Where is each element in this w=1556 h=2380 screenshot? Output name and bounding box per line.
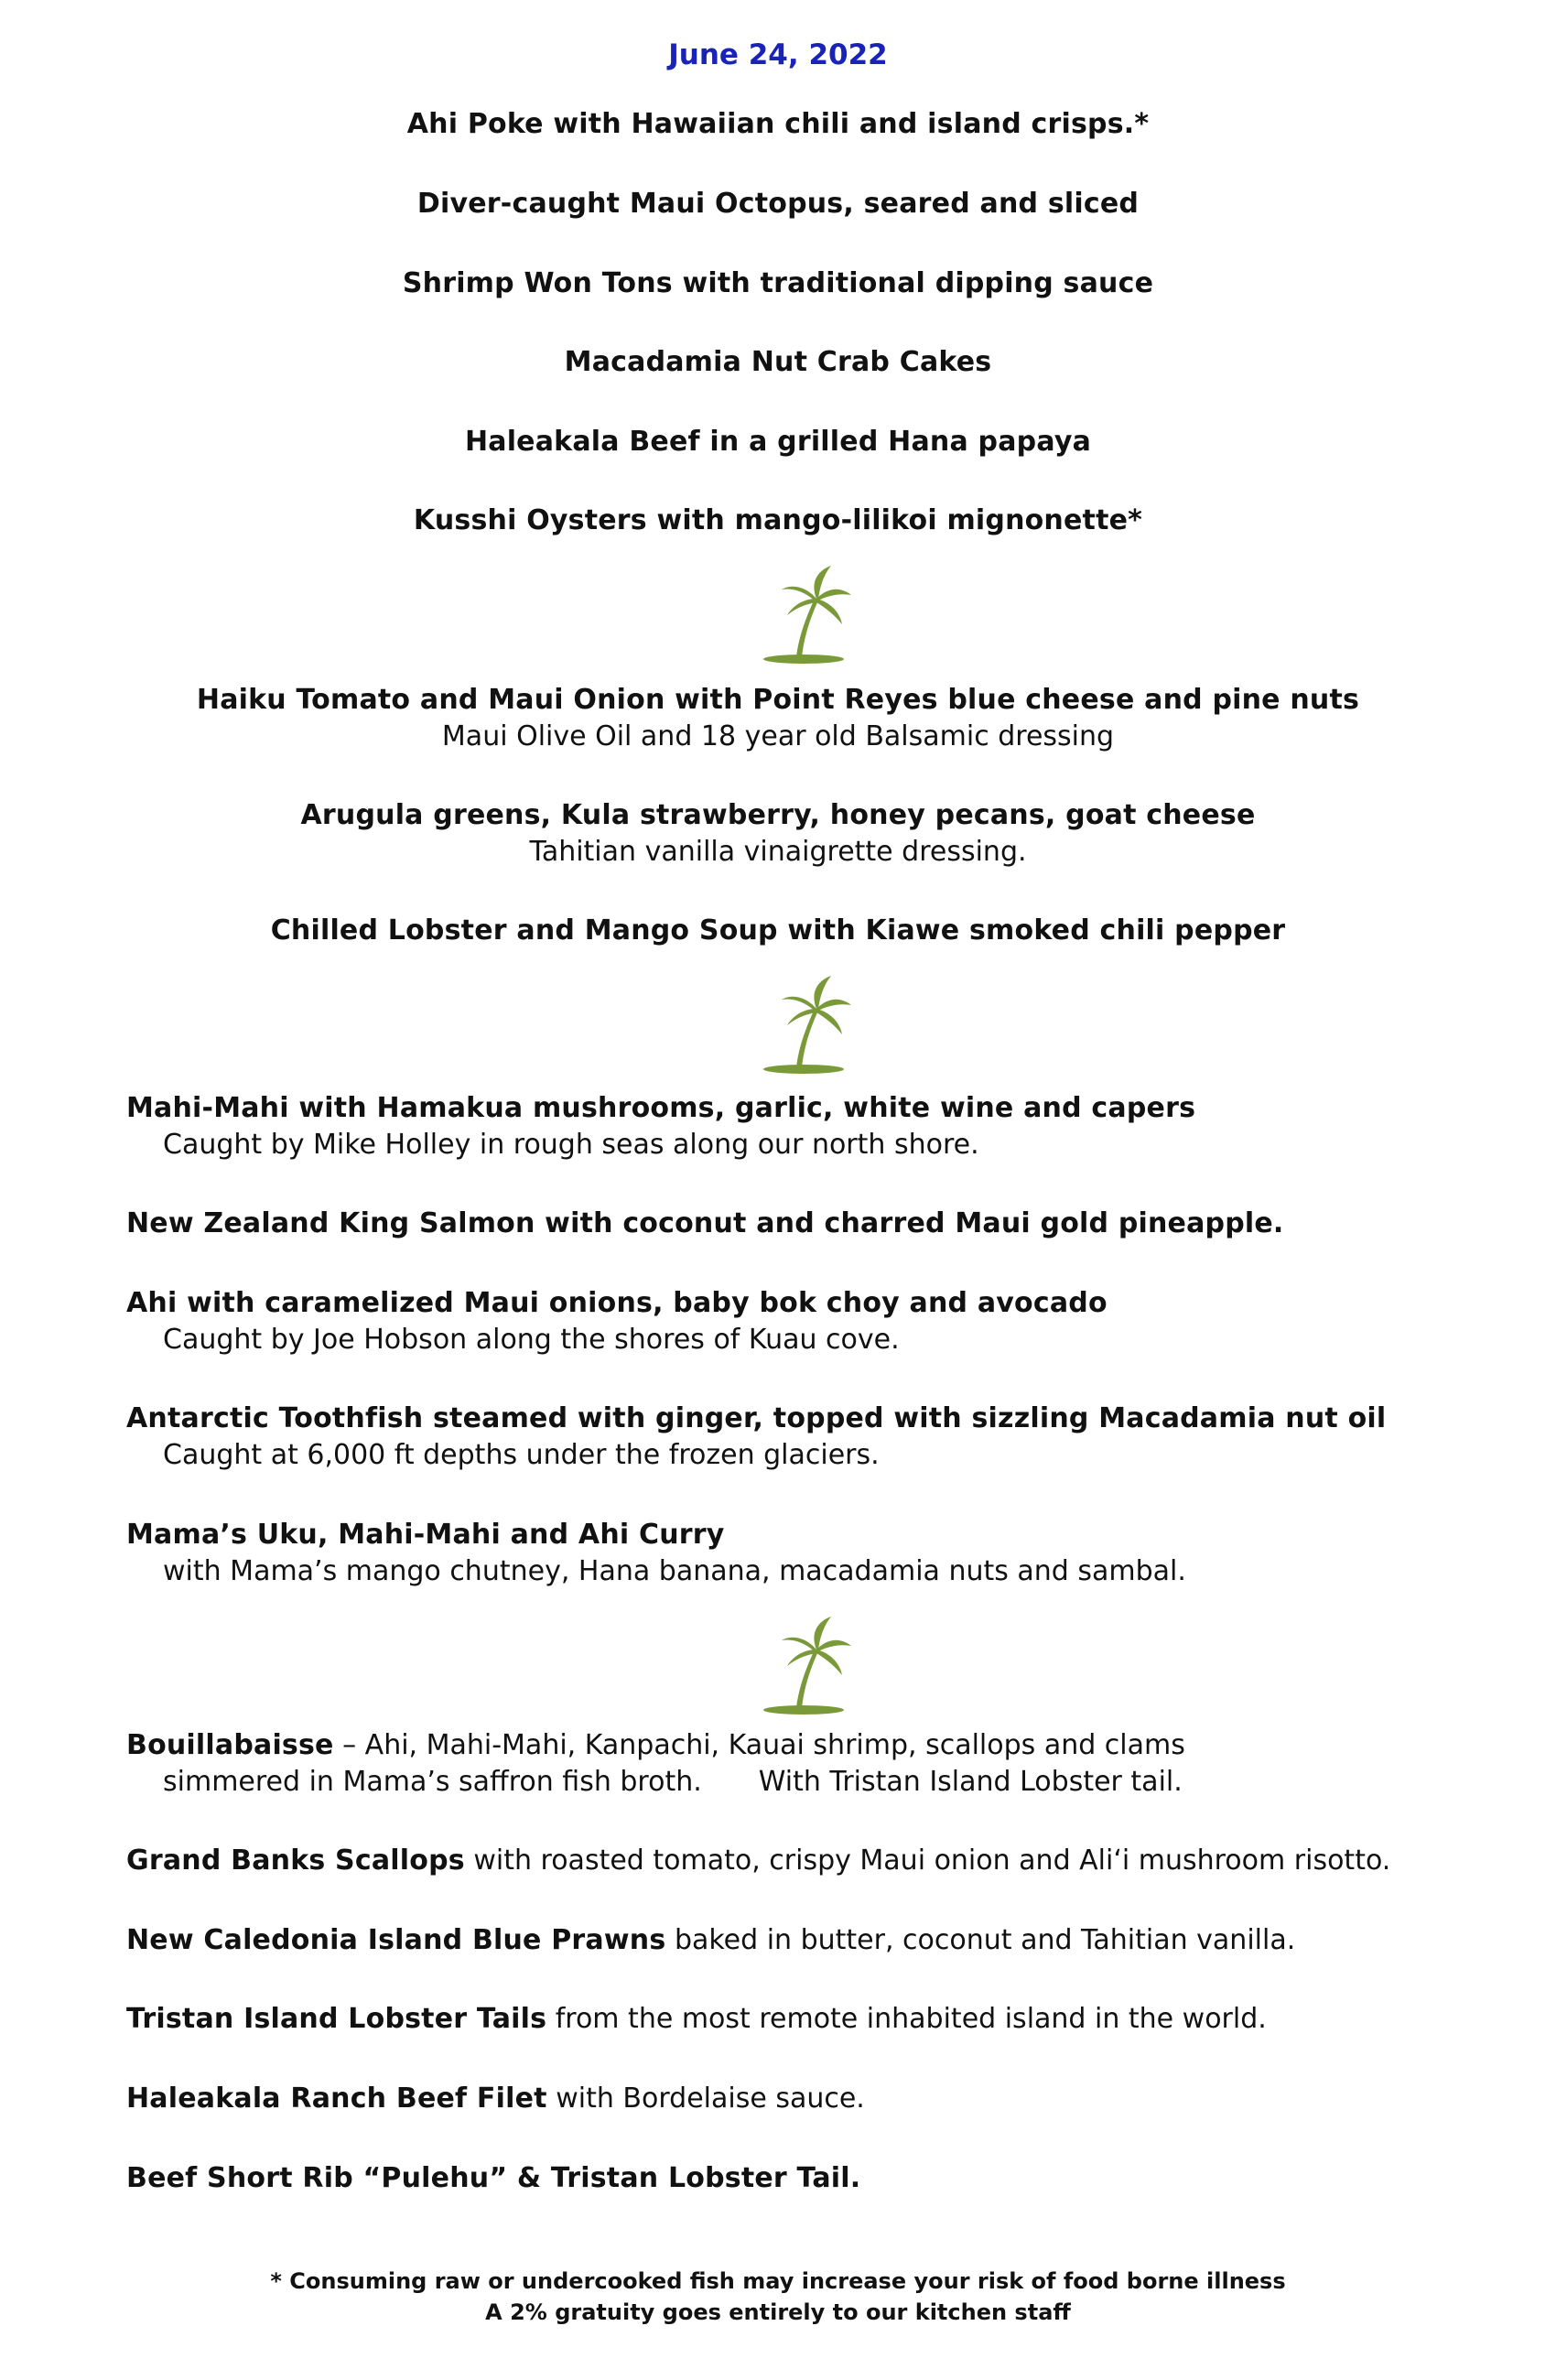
palm-tree-icon	[751, 968, 860, 1078]
entree-name: Beef Short Rib “Pulehu” & Tristan Lobster Tail.	[126, 2162, 861, 2194]
entree-name: New Caledonia Island Blue Prawns	[126, 1924, 666, 1956]
fish-description: Caught by Joe Hobson along the shores of Kuau cove.	[163, 1324, 900, 1356]
fish-title: Mama’s Uku, Mahi-Mahi and Ahi Curry	[126, 1519, 725, 1551]
fish-description: with Mama’s mango chutney, Hana banana, macadamia nuts and sambal.	[163, 1555, 1186, 1587]
entree-name: Tristan Island Lobster Tails	[126, 2003, 547, 2035]
entree-line	[126, 1844, 1390, 1877]
entree-line	[126, 1729, 1185, 1761]
fish-description: Caught by Mike Holley in rough seas along our north shore.	[163, 1129, 979, 1161]
palm-tree-icon	[751, 558, 860, 668]
entree-description: – Ahi, Mahi-Mahi, Kanpachi, Kauai shrimp, scallops and clams	[333, 1729, 1185, 1761]
appetizer-item: Shrimp Won Tons with traditional dipping sauce	[402, 267, 1154, 299]
soup-title: Chilled Lobster and Mango Soup with Kiawe smoked chili pepper	[270, 914, 1286, 947]
entree-name: Grand Banks Scallops	[126, 1844, 465, 1877]
entree-name: Bouillabaisse	[126, 1729, 334, 1761]
salad-description: Tahitian vanilla vinaigrette dressing.	[529, 836, 1027, 868]
entree-line	[126, 2082, 865, 2115]
footer-warning: * Consuming raw or undercooked fish may increase your risk of food borne illness	[270, 2268, 1286, 2294]
appetizer-item: Ahi Poke with Hawaiian chili and island crisps.*	[406, 108, 1150, 140]
fish-title: New Zealand King Salmon with coconut and charred Maui gold pineapple.	[126, 1207, 1284, 1239]
appetizer-item: Kusshi Oysters with mango-lilikoi mignonette*	[413, 504, 1143, 536]
footer-gratuity: A 2% gratuity goes entirely to our kitchen staff	[485, 2299, 1071, 2325]
entree-description: With Tristan Island Lobster tail.	[758, 1766, 1183, 1798]
palm-tree-icon	[751, 1609, 860, 1719]
fish-description: Caught at 6,000 ft depths under the frozen glaciers.	[163, 1439, 880, 1471]
entree-description: with Bordelaise sauce.	[546, 2082, 865, 2115]
entree-description-line	[163, 1766, 1183, 1798]
fish-title: Mahi-Mahi with Hamakua mushrooms, garlic, white wine and capers	[126, 1092, 1196, 1124]
entree-description: from the most remote inhabited island in the world.	[546, 2003, 1267, 2035]
fish-title: Antarctic Toothfish steamed with ginger, topped with sizzling Macadamia nut oil	[126, 1402, 1387, 1434]
menu-date: June 24, 2022	[668, 38, 888, 71]
appetizer-item: Haleakala Beef in a grilled Hana papaya	[464, 426, 1092, 458]
fish-title: Ahi with caramelized Maui onions, baby bok choy and avocado	[126, 1287, 1108, 1319]
entree-line	[126, 2003, 1267, 2035]
entree-description: simmered in Mama’s saffron fish broth.	[163, 1766, 702, 1798]
entree-name: Haleakala Ranch Beef Filet	[126, 2082, 547, 2115]
entree-description: with roasted tomato, crispy Maui onion and Ali‘i mushroom risotto.	[464, 1844, 1391, 1877]
salad-title: Arugula greens, Kula strawberry, honey pecans, goat cheese	[300, 799, 1256, 831]
salad-title: Haiku Tomato and Maui Onion with Point Reyes blue cheese and pine nuts	[196, 684, 1360, 716]
appetizer-item: Macadamia Nut Crab Cakes	[564, 346, 992, 378]
entree-description: baked in butter, coconut and Tahitian vanilla.	[665, 1924, 1296, 1956]
salad-description: Maui Olive Oil and 18 year old Balsamic dressing	[441, 720, 1115, 752]
entree-line	[126, 1924, 1295, 1956]
appetizer-item: Diver-caught Maui Octopus, seared and sliced	[416, 188, 1140, 220]
